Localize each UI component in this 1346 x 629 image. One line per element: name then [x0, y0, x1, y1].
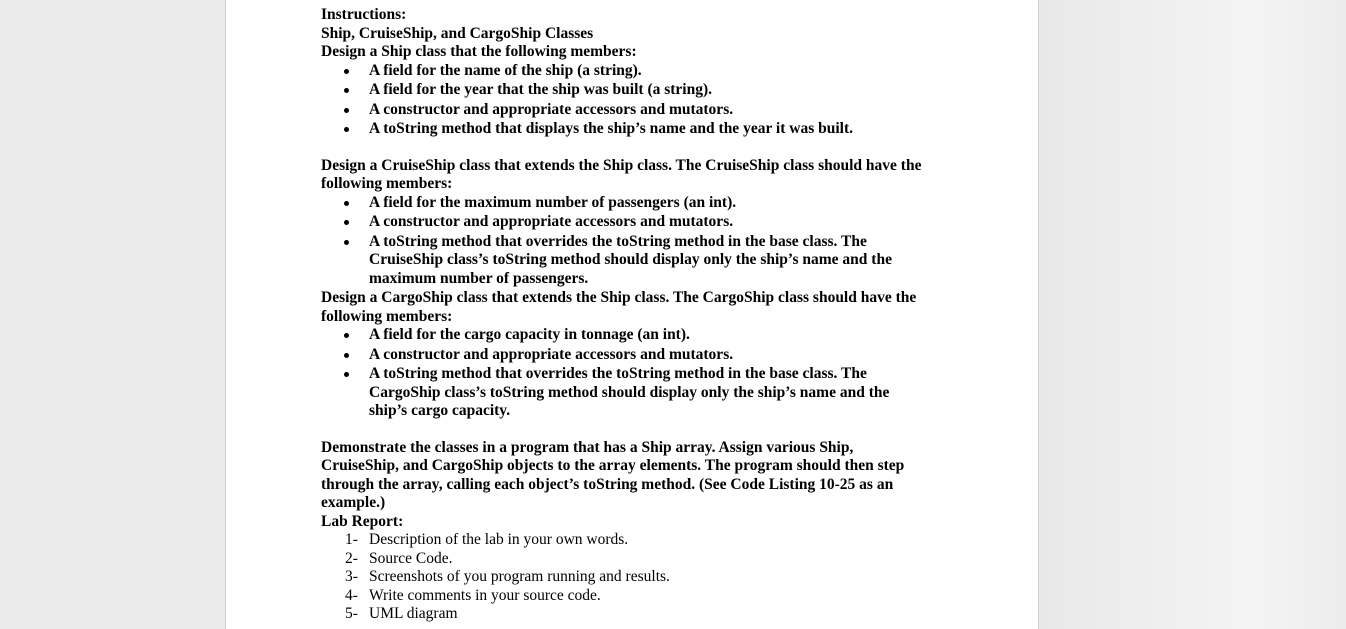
- bullet-icon: [344, 220, 349, 225]
- list-item: 2- Source Code.: [345, 549, 453, 567]
- cargo-intro-line-1: Design a CargoShip class that extends the Ship class. The CargoShip class should have the: [321, 289, 917, 306]
- list-item: A field for the year that the ship was built (a string).: [321, 81, 961, 100]
- ship-intro: Design a Ship class that the following members:: [321, 43, 637, 60]
- bullet-icon: [344, 69, 349, 74]
- list-item: A toString method that overrides the toString method in the base class. The CargoShip class’s toString method should display only the ship’s name and the ship’s cargo capacity.: [321, 365, 961, 421]
- bullet-icon: [344, 127, 349, 132]
- list-item: A constructor and appropriate accessors and mutators.: [321, 213, 961, 232]
- list-item: A field for the maximum number of passengers (an int).: [321, 194, 961, 213]
- document-title: Ship, CruiseShip, and CargoShip Classes: [321, 24, 594, 42]
- bullet-icon: [344, 108, 349, 113]
- bullet-icon: [344, 333, 349, 338]
- bullet-icon: [344, 240, 349, 245]
- cargo-intro-line-2: following members:: [321, 307, 453, 325]
- demo-line-4: example.): [321, 494, 386, 511]
- document-page: [225, 0, 1039, 629]
- background-area: [1040, 0, 1346, 629]
- list-item: A field for the cargo capacity in tonnage (an int).: [321, 326, 961, 345]
- list-item: A constructor and appropriate accessors and mutators.: [321, 101, 961, 120]
- list-item: 1- Description of the lab in your own words.: [345, 531, 629, 548]
- bullet-icon: [344, 372, 349, 377]
- list-item: A toString method that displays the ship’s name and the year it was built.: [321, 120, 961, 139]
- bullet-icon: [344, 201, 349, 206]
- lab-report-list: [321, 531, 961, 624]
- document-body: [321, 6, 961, 624]
- list-item: 3- Screenshots of you program running and results.: [345, 568, 670, 585]
- ship-bullet-list: [321, 62, 961, 139]
- cargo-bullet-list: [321, 326, 961, 421]
- demo-line-2: CruiseShip, and CargoShip objects to the array elements. The program should then step: [321, 457, 905, 474]
- lab-report-heading: Lab Report:: [321, 512, 404, 530]
- paragraph-spacer: [321, 140, 961, 157]
- instructions-heading: Instructions:: [321, 6, 407, 23]
- list-item: A constructor and appropriate accessors and mutators.: [321, 346, 961, 365]
- paragraph-spacer: [321, 422, 961, 439]
- demo-line-3: through the array, calling each object’s toString method. (See Code Listing 10-25 as an: [321, 475, 894, 493]
- cruise-bullet-list: [321, 194, 961, 289]
- list-item: A toString method that overrides the toString method in the base class. The CruiseShip class’s toString method should display only the ship’s name and the maximum number of passengers.: [321, 233, 961, 289]
- bullet-icon: [344, 88, 349, 93]
- list-item: 4- Write comments in your source code.: [345, 586, 601, 604]
- list-item: A field for the name of the ship (a string).: [321, 62, 961, 81]
- demo-line-1: Demonstrate the classes in a program that has a Ship array. Assign various Ship,: [321, 438, 854, 456]
- list-item: 5- UML diagram: [345, 605, 458, 622]
- bullet-icon: [344, 353, 349, 358]
- cruise-intro-line-1: Design a CruiseShip class that extends the Ship class. The CruiseShip class should have the: [321, 156, 922, 174]
- cruise-intro-line-2: following members:: [321, 175, 453, 192]
